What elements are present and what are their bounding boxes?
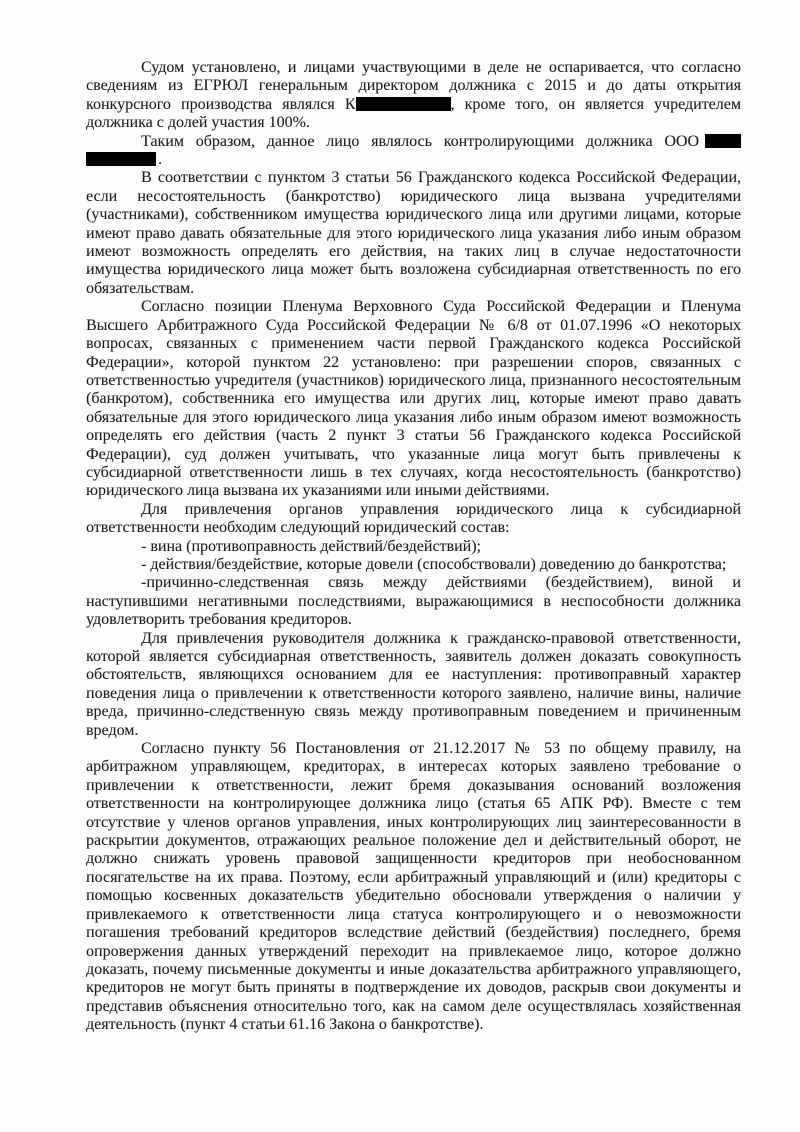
redaction-director-name-bar [356,97,451,111]
paragraph-facts-director [86,59,741,133]
list-item-causal-link: -причинно-следственная связь между действиями (бездействием), виной и наступившими негативными последствиями, выражающимися в неспособности должника удовлетворить требования кредиторов. [86,574,741,629]
paragraph-plenum-6-8: Согласно позиции Пленума Верховного Суда Российской Федерации и Пленума Высшего Арбитражного Суда Российской Федерации № 6/8 от 01.07.1996 «О некоторых вопросах, связанных с применением части первой Гражданского кодекса Российской Федерации», которой пунктом 22 установлено: при разрешении споров, связанных с ответственностью учредителя (участников) юридического лица, признанного несостоятельным (банкротом), собственника его имущества или других лиц, которые имеют право давать обязательные для этого юридического лица указания либо иным образом имеют возможность определять его действия (часть 2 пункт 3 статьи 56 Гражданского кодекса Российской Федерации), суд должен учитывать, что указанные лица могут быть привлечены к субсидиарной ответственности лишь в тех случаях, когда несостоятельность (банкротство) юридического лица вызвана их указаниями или иными действиями. [86,298,741,500]
document-content [86,59,741,1035]
redaction-company-name-bar-1 [705,134,741,148]
paragraph-civil-liability-proof: Для привлечения руководителя должника к гражданско-правовой ответственности, которой является субсидиарная ответственность, заявитель должен доказать совокупность обстоятельств, являющихся основанием для ее наступления: противоправный характер поведения лица о привлечении к ответственности которого заявлено, наличие вины, наличие вреда, причинно-следственную связь между противоправным поведением и причиненным вредом. [86,629,741,739]
redaction-company-name-bar-2 [86,152,156,166]
paragraph-resolution-53-burden-of-proof: Согласно пункту 56 Постановления от 21.12.2017 № 53 по общему правилу, на арбитражном управляющем, кредиторах, в интересах которых заявлено требование о привлечении к ответственности, лежит бремя доказывания оснований возложения ответственности на контролирующее должника лицо (статья 65 АПК РФ). Вместе с тем отсутствие у членов органов управления, иных контролирующих лиц заинтересованности в раскрытии документов, отражающих реальное положение дел и действительный оборот, не должно снижать уровень правовой защищенности кредиторов при необоснованном посягательстве на их права. Поэтому, если арбитражный управляющий и (или) кредиторы с помощью косвенных доказательств убедительно обосновали утверждения о наличии у привлекаемого к ответственности лица статуса контролирующего и о невозможности погашения требований кредиторов вследствие действий (бездействия) последнего, бремя опровержения данных утверждений переходит на привлекаемое лицо, которое должно доказать, почему письменные документы и иные доказательства арбитражного управляющего, кредиторов не могут быть приняты в подтверждение их доводов, раскрыв свои документы и представив объяснения относительно того, как на самом деле осуществлялась хозяйственная деятельность (пункт 4 статьи 61.16 Закона о банкротстве). [86,740,741,1034]
paragraph-controlling-person-text: Таким образом, данное лицо являлось контролирующими должника ООО [141,132,699,150]
paragraph-controlling-person-line1 [86,133,741,151]
paragraph-controlling-person-line2 [86,151,741,169]
paragraph-liability-elements-intro: Для привлечения органов управления юридического лица к субсидиарной ответственности необходим следующий юридический состав: [86,500,741,537]
paragraph-facts-text-after: , кроме того, он является учредителем должника с долей участия 100%. [86,95,741,132]
paragraph-gk-rf-article-56: В соответствии с пунктом 3 статьи 56 Гражданского кодекса Российской Федерации, если несостоятельность (банкротство) юридического лица вызвана учредителями (участниками), собственником имущества юридического лица или другими лицами, которые имеют право давать обязательные для этого юридического лица указания либо иным образом имеют возможность определять его действия, на таких лиц в случае недостаточности имущества юридического лица может быть возложена субсидиарная ответственность по его обязательствам. [86,169,741,297]
paragraph-controlling-person-suffix: . [158,151,162,169]
list-item-actions-leading-to-bankruptcy: - действия/бездействие, которые довели (способствовали) доведению до банкротства; [141,555,727,573]
list-item-guilt: - вина (противоправность действий/бездействий); [141,537,481,555]
paragraph-facts-text-before: Судом установлено, и лицами участвующими в деле не оспаривается, что согласно сведениям из ЕГРЮЛ генеральным директором должника с 2015 и до даты открытия конкурсного производства являлся К [86,59,741,113]
